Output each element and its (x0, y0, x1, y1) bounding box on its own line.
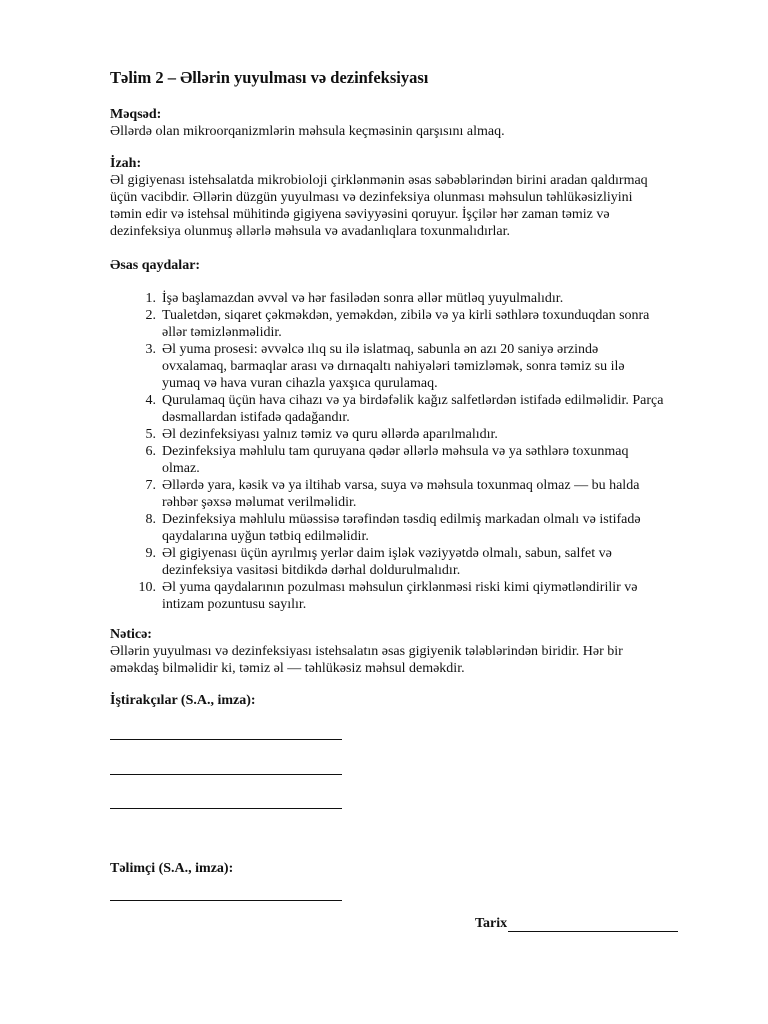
rule-item (110, 579, 720, 613)
rule-number: 3. (145, 342, 156, 357)
rule-item (110, 545, 720, 579)
rule-line: Əllərdə yara, kəsik və ya iltihab varsa, suya və məhsula toxunmaq olmaz — bu halda (162, 478, 640, 493)
rule-text (156, 392, 720, 426)
rule-item (110, 290, 720, 307)
trainer-signature-line (110, 900, 342, 901)
date-line (508, 917, 678, 932)
goal-text: Əllərdə olan mikroorqanizmlərin məhsula keçməsinin qarşısını almaq. (110, 124, 505, 139)
conclusion-line: Əllərin yuyulması və dezinfeksiyası istehsalatın əsas gigiyenik tələblərindən biridir. Hər bir (110, 644, 623, 659)
rule-number: 1. (145, 291, 156, 306)
trainer-label: Təlimçi (S.A., imza): (110, 861, 234, 876)
rule-line: əllər təmizlənməlidir. (162, 325, 282, 340)
rule-line: Dezinfeksiya məhlulu müəssisə tərəfindən təsdiq edilmiş markadan olmalı və istifadə (162, 512, 641, 527)
rule-line: Dezinfeksiya məhlulu tam quruyana qədər əllərlə məhsula və ya səthlərə toxunmaq (162, 444, 629, 459)
rule-text (156, 579, 720, 613)
explanation-line: üçün vacibdir. Əllərin düzgün yuyulması və dezinfeksiya olunması məhsulun təhlükəsizliyini (110, 190, 633, 205)
rule-text (156, 511, 720, 545)
rule-line: Qurulamaq üçün hava cihazı və ya birdəfəlik kağız salfetlərdən istifadə edilməlidir. Parça (162, 393, 664, 408)
rule-text (156, 307, 720, 341)
rule-line: Əl dezinfeksiyası yalnız təmiz və quru əllərdə aparılmalıdır. (162, 427, 498, 442)
explanation-line: təmin edir və istehsal mühitində gigiyena səviyyəsini qoruyur. İşçilər hər zaman təmiz və (110, 207, 610, 222)
rule-number: 6. (145, 444, 156, 459)
rule-line: dezinfeksiya vasitəsi bitdikdə dərhal doldurulmalıdır. (162, 563, 461, 578)
rule-item (110, 443, 720, 477)
conclusion-heading: Nəticə: (110, 627, 152, 642)
rules-heading: Əsas qaydalar: (110, 258, 201, 273)
participant-signature-line (110, 808, 342, 809)
rule-number: 10. (138, 580, 156, 595)
rule-item (110, 392, 720, 426)
rule-text (156, 426, 720, 443)
rule-line: yumaq və hava vuran cihazla yaxşıca qurulamaq. (162, 376, 438, 391)
rule-line: qaydalarına uyğun tətbiq edilməlidir. (162, 529, 369, 544)
date-label: Tarix (475, 916, 508, 931)
rule-text (156, 443, 720, 477)
explanation-section (110, 155, 720, 240)
conclusion-line: əməkdaş bilməlidir ki, təmiz əl — təhlükəsiz məhsul deməkdir. (110, 661, 465, 676)
goal-section (110, 106, 720, 140)
document-title: Təlim 2 – Əllərin yuyulması və dezinfeksiyası (110, 68, 429, 87)
rule-number: 7. (145, 478, 156, 493)
rule-line: Tualetdən, siqaret çəkməkdən, yeməkdən, zibilə və ya kirli səthlərə toxunduqdan sonra (162, 308, 650, 323)
rule-item (110, 307, 720, 341)
rule-item (110, 426, 720, 443)
rule-item (110, 477, 720, 511)
conclusion-section (110, 626, 720, 677)
participant-signature-line (110, 739, 342, 740)
rule-line: intizam pozuntusu sayılır. (162, 597, 307, 612)
date-field (475, 916, 678, 932)
rule-number: 8. (145, 512, 156, 527)
rule-line: olmaz. (162, 461, 200, 476)
rule-line: dəsmallardan istifadə qadağandır. (162, 410, 350, 425)
rule-line: Əl yuma prosesi: əvvəlcə ılıq su ilə islatmaq, sabunla ən azı 20 saniyə ərzində (162, 342, 599, 357)
rule-number: 4. (145, 393, 156, 408)
rule-line: ovxalamaq, barmaqlar arası və dırnaqaltı nahiyələri təmizləmək, sonra təmiz su ilə (162, 359, 625, 374)
rule-text (156, 545, 720, 579)
goal-heading: Məqsəd: (110, 107, 162, 122)
explanation-line: dezinfeksiya olunmuş əllərlə məhsula və avadanlıqlara toxunmalıdırlar. (110, 224, 511, 239)
rule-number: 2. (145, 308, 156, 323)
rule-line: İşə başlamazdan əvvəl və hər fasilədən sonra əllər mütləq yuyulmalıdır. (162, 291, 564, 306)
participant-signature-line (110, 774, 342, 775)
rule-number: 5. (145, 427, 156, 442)
rule-line: Əl yuma qaydalarının pozulması məhsulun çirklənməsi riski kimi qiymətləndirilir və (162, 580, 638, 595)
rule-text (156, 477, 720, 511)
rule-line: rəhbər şəxsə məlumat verilməlidir. (162, 495, 357, 510)
explanation-line: Əl gigiyenası istehsalatda mikrobioloji çirklənmənin əsas səbəblərindən birini aradan qaldırmaq (110, 173, 648, 188)
rules-list (110, 290, 720, 613)
rule-text (156, 341, 720, 392)
rule-item (110, 341, 720, 392)
rule-number: 9. (145, 546, 156, 561)
rule-line: Əl gigiyenası üçün ayrılmış yerlər daim işlək vəziyyətdə olmalı, sabun, salfet və (162, 546, 612, 561)
rules-heading-wrap (110, 257, 720, 274)
explanation-heading: İzah: (110, 156, 142, 171)
rule-item (110, 511, 720, 545)
rule-text (156, 290, 720, 307)
participants-label: İştirakçılar (S.A., imza): (110, 693, 256, 708)
